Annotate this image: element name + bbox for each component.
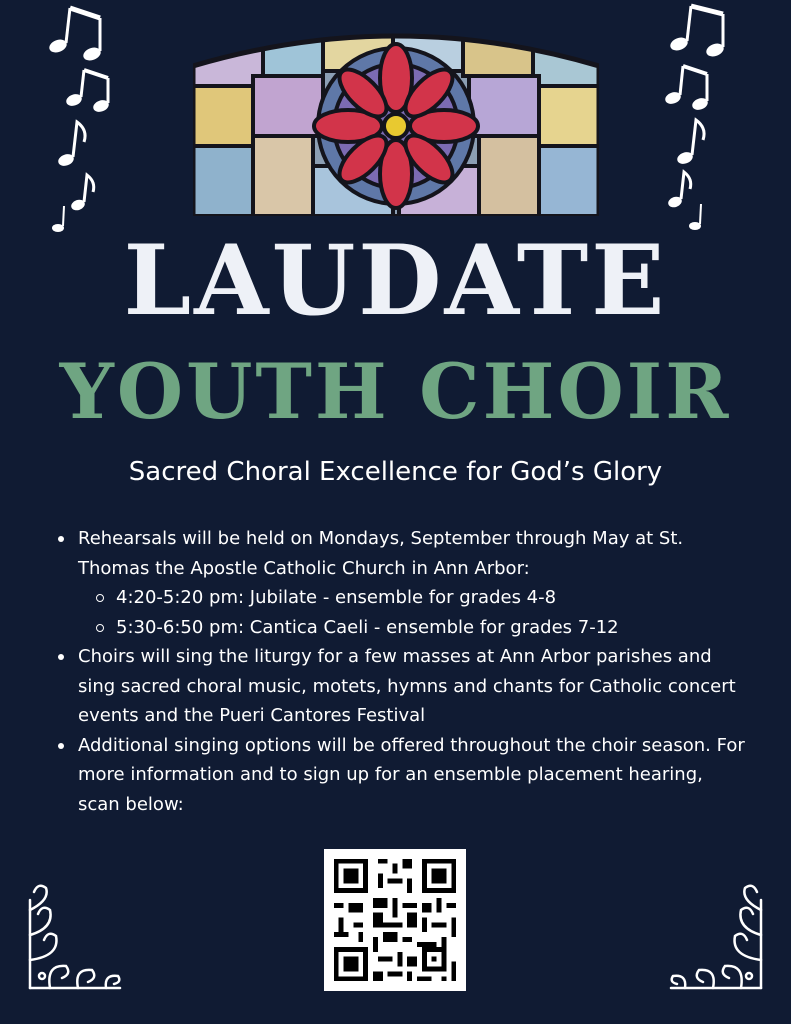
music-notes-icon: [645, 0, 745, 240]
music-notes-icon: [44, 0, 144, 240]
list-subitem: 5:30-6:50 pm: Cantica Caeli - ensemble for grades 7-12: [56, 613, 746, 643]
flourish-ornament-icon: [20, 880, 132, 992]
list-subitem: 4:20-5:20 pm: Jubilate - ensemble for grades 4-8: [56, 583, 746, 613]
list-item: Rehearsals will be held on Mondays, September through May at St. Thomas the Apostle Catholic Church in Ann Arbor:: [56, 524, 746, 583]
list-item: Additional singing options will be offered throughout the choir season. For more information and to sign up for an ensemble placement hearing, scan below:: [56, 731, 746, 820]
stained-glass-window: [193, 26, 599, 216]
poster-subtitle: Sacred Choral Excellence for God’s Glory: [128, 457, 663, 487]
poster-title: LAUDATE: [123, 224, 668, 337]
poster-title-accent: YOUTH CHOIR: [59, 347, 732, 436]
details-list: [56, 524, 746, 819]
list-item: Choirs will sing the liturgy for a few masses at Ann Arbor parishes and sing sacred choral music, motets, hymns and chants for Catholic concert events and the Pueri Cantores Festival: [56, 642, 746, 731]
qr-code[interactable]: [324, 849, 466, 991]
flourish-ornament-icon: [659, 880, 771, 992]
